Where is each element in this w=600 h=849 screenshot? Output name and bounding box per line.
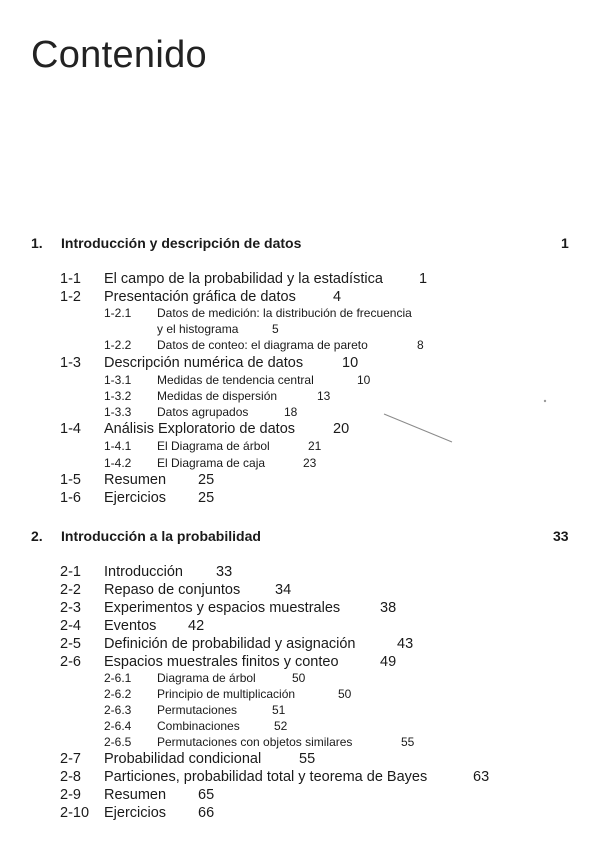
section-title: Análisis Exploratorio de datos xyxy=(104,421,296,437)
section-title: Resumen xyxy=(104,787,167,803)
chapter-2-page: 33 xyxy=(553,528,569,544)
subsection-page: 50 xyxy=(338,687,352,701)
subsection-number: 2-6.2 xyxy=(104,687,132,701)
subsection-page: 18 xyxy=(284,405,298,419)
subsection-number: 1-2.2 xyxy=(104,338,132,352)
section-page: 38 xyxy=(380,600,397,616)
scan-speck xyxy=(542,398,548,404)
subsection-number: 1-3.2 xyxy=(104,389,132,403)
section-page: 43 xyxy=(397,636,414,652)
section-page: 33 xyxy=(216,564,233,580)
section-number: 2-10 xyxy=(60,805,90,821)
subsection-number: 2-6.1 xyxy=(104,671,132,685)
section-title: Repaso de conjuntos xyxy=(104,582,241,598)
section-number: 1-3 xyxy=(60,355,81,371)
section-title: Definición de probabilidad y asignación xyxy=(104,636,356,652)
section-title: Eventos xyxy=(104,618,157,634)
subsection-title: Combinaciones xyxy=(157,719,240,733)
subsection-page: 55 xyxy=(401,735,415,749)
subsection-title: Diagrama de árbol xyxy=(157,671,256,685)
section-page: 10 xyxy=(342,355,359,371)
section-page: 55 xyxy=(299,751,316,767)
subsection-page: 8 xyxy=(417,338,424,352)
subsection-number: 1-3.1 xyxy=(104,373,132,387)
subsection-number: 1-4.1 xyxy=(104,439,132,453)
section-page: 65 xyxy=(198,787,215,803)
subsection-title: El Diagrama de árbol xyxy=(157,439,270,453)
scan-stray-line xyxy=(380,408,460,448)
section-number: 1-5 xyxy=(60,472,81,488)
section-title: Presentación gráfica de datos xyxy=(104,289,296,305)
chapter-1-page: 1 xyxy=(561,235,569,251)
subsection-page: 52 xyxy=(274,719,288,733)
section-number: 2-3 xyxy=(60,600,81,616)
subsection-number: 2-6.5 xyxy=(104,735,132,749)
section-title: Particiones, probabilidad total y teorema de Bayes xyxy=(104,769,428,785)
section-number: 2-4 xyxy=(60,618,81,634)
section-page: 25 xyxy=(198,490,215,506)
subsection-title: Medidas de dispersión xyxy=(157,389,278,403)
section-title: Ejercicios xyxy=(104,805,167,821)
section-title: Descripción numérica de datos xyxy=(104,355,304,371)
subsection-title-continued: y el histograma xyxy=(157,322,239,336)
subsection-number: 2-6.3 xyxy=(104,703,132,717)
subsection-title: Datos de conteo: el diagrama de pareto xyxy=(157,338,368,352)
subsection-title: Permutaciones con objetos similares xyxy=(157,735,353,749)
chapter-1-number: 1. xyxy=(31,235,43,251)
section-number: 2-9 xyxy=(60,787,81,803)
section-title: El campo de la probabilidad y la estadística xyxy=(104,271,383,287)
subsection-page: 21 xyxy=(308,439,322,453)
section-page: 42 xyxy=(188,618,205,634)
section-title: Espacios muestrales finitos y conteo xyxy=(104,654,339,670)
section-number: 1-6 xyxy=(60,490,81,506)
subsection-page: 13 xyxy=(317,389,331,403)
subsection-title: El Diagrama de caja xyxy=(157,456,266,470)
section-number: 1-1 xyxy=(60,271,81,287)
subsection-number: 1-2.1 xyxy=(104,306,132,320)
subsection-title: Datos agrupados xyxy=(157,405,249,419)
subsection-number: 2-6.4 xyxy=(104,719,132,733)
section-number: 1-2 xyxy=(60,289,81,305)
section-title: Probabilidad condicional xyxy=(104,751,262,767)
section-number: 2-6 xyxy=(60,654,81,670)
section-page: 1 xyxy=(419,271,428,287)
chapter-2-number: 2. xyxy=(31,528,43,544)
section-number: 1-4 xyxy=(60,421,81,437)
section-title: Resumen xyxy=(104,472,167,488)
subsection-page: 23 xyxy=(303,456,317,470)
subsection-title: Datos de medición: la distribución de frecuencia xyxy=(157,306,412,320)
subsection-title: Permutaciones xyxy=(157,703,238,717)
section-page: 34 xyxy=(275,582,292,598)
section-page: 20 xyxy=(333,421,350,437)
subsection-number: 1-3.3 xyxy=(104,405,132,419)
subsection-page: 50 xyxy=(292,671,306,685)
subsection-page: 51 xyxy=(272,703,286,717)
chapter-2-title: Introducción a la probabilidad xyxy=(61,528,261,544)
section-page: 66 xyxy=(198,805,215,821)
section-title: Experimentos y espacios muestrales xyxy=(104,600,341,616)
section-title: Introducción xyxy=(104,564,183,580)
section-title: Ejercicios xyxy=(104,490,167,506)
section-page: 25 xyxy=(198,472,215,488)
section-page: 4 xyxy=(333,289,342,305)
section-number: 2-2 xyxy=(60,582,81,598)
subsection-title: Medidas de tendencia central xyxy=(157,373,314,387)
section-number: 2-8 xyxy=(60,769,81,785)
subsection-number: 1-4.2 xyxy=(104,456,132,470)
chapter-1-title: Introducción y descripción de datos xyxy=(61,235,302,251)
section-number: 2-5 xyxy=(60,636,81,652)
page-title: Contenido xyxy=(31,34,207,76)
section-number: 2-1 xyxy=(60,564,81,580)
section-page: 49 xyxy=(380,654,397,670)
subsection-title: Principio de multiplicación xyxy=(157,687,296,701)
section-page: 63 xyxy=(473,769,490,785)
subsection-page: 5 xyxy=(272,322,279,336)
subsection-page: 10 xyxy=(357,373,371,387)
section-number: 2-7 xyxy=(60,751,81,767)
